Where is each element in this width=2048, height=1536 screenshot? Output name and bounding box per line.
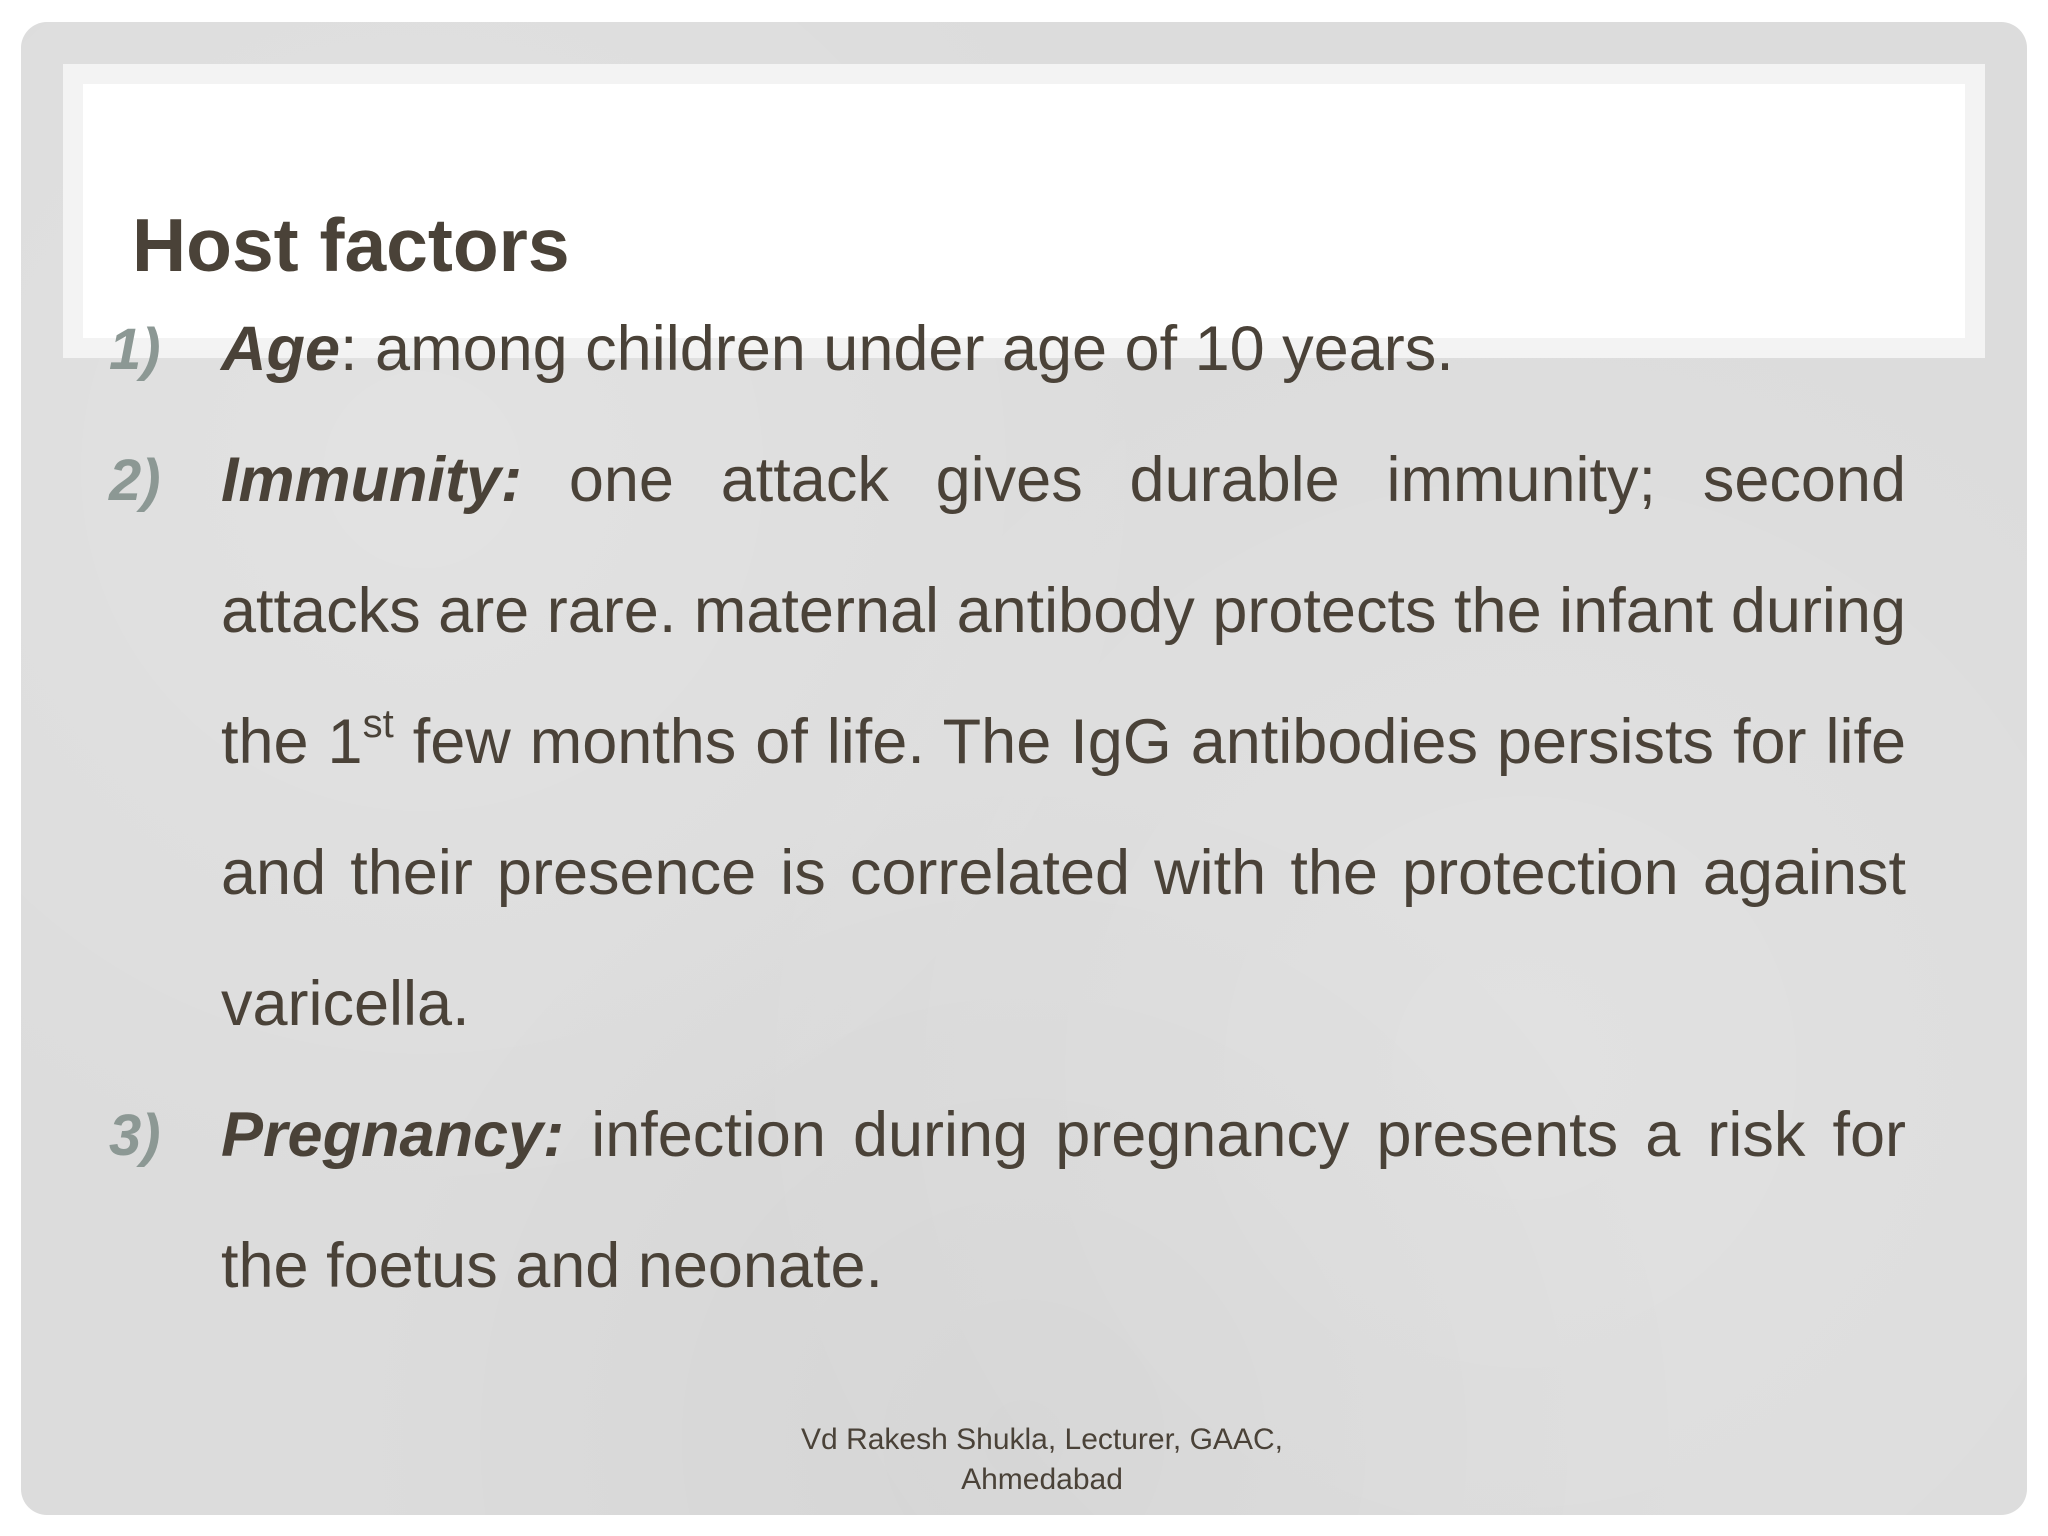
list-text <box>221 415 1906 1070</box>
list-text <box>221 284 1906 415</box>
term-label: Immunity: <box>221 445 523 515</box>
term-label: Pregnancy: <box>221 1100 565 1170</box>
footer-line-1: Vd Rakesh Shukla, Lecturer, GAAC, <box>801 1423 1283 1456</box>
footer-line-2: Ahmedabad <box>961 1463 1123 1496</box>
slide-footer <box>661 1420 1423 1500</box>
slide <box>21 22 2027 1515</box>
list-text <box>221 1070 1906 1332</box>
item-description: among children under age of 10 years. <box>357 314 1454 384</box>
ordinal-superscript: st <box>362 702 394 746</box>
item-description: infection during pregnancy presents a risk for the foetus and neonate. <box>221 1100 1906 1301</box>
slide-title: Host factors <box>132 203 570 287</box>
list-number: 1) <box>109 317 161 382</box>
term-label: Age <box>221 314 341 384</box>
item-description-continued: few months of life. The IgG antibodies persists for life and their presence is correlated with the protection against varicella. <box>221 707 1906 1039</box>
list-number: 2) <box>109 448 161 513</box>
list-number: 3) <box>109 1103 161 1168</box>
item-description: one attack gives durable immunity; second attacks are rare. maternal antibody protects the infant during the 1 <box>221 445 1906 777</box>
term-suffix: : <box>340 314 358 384</box>
